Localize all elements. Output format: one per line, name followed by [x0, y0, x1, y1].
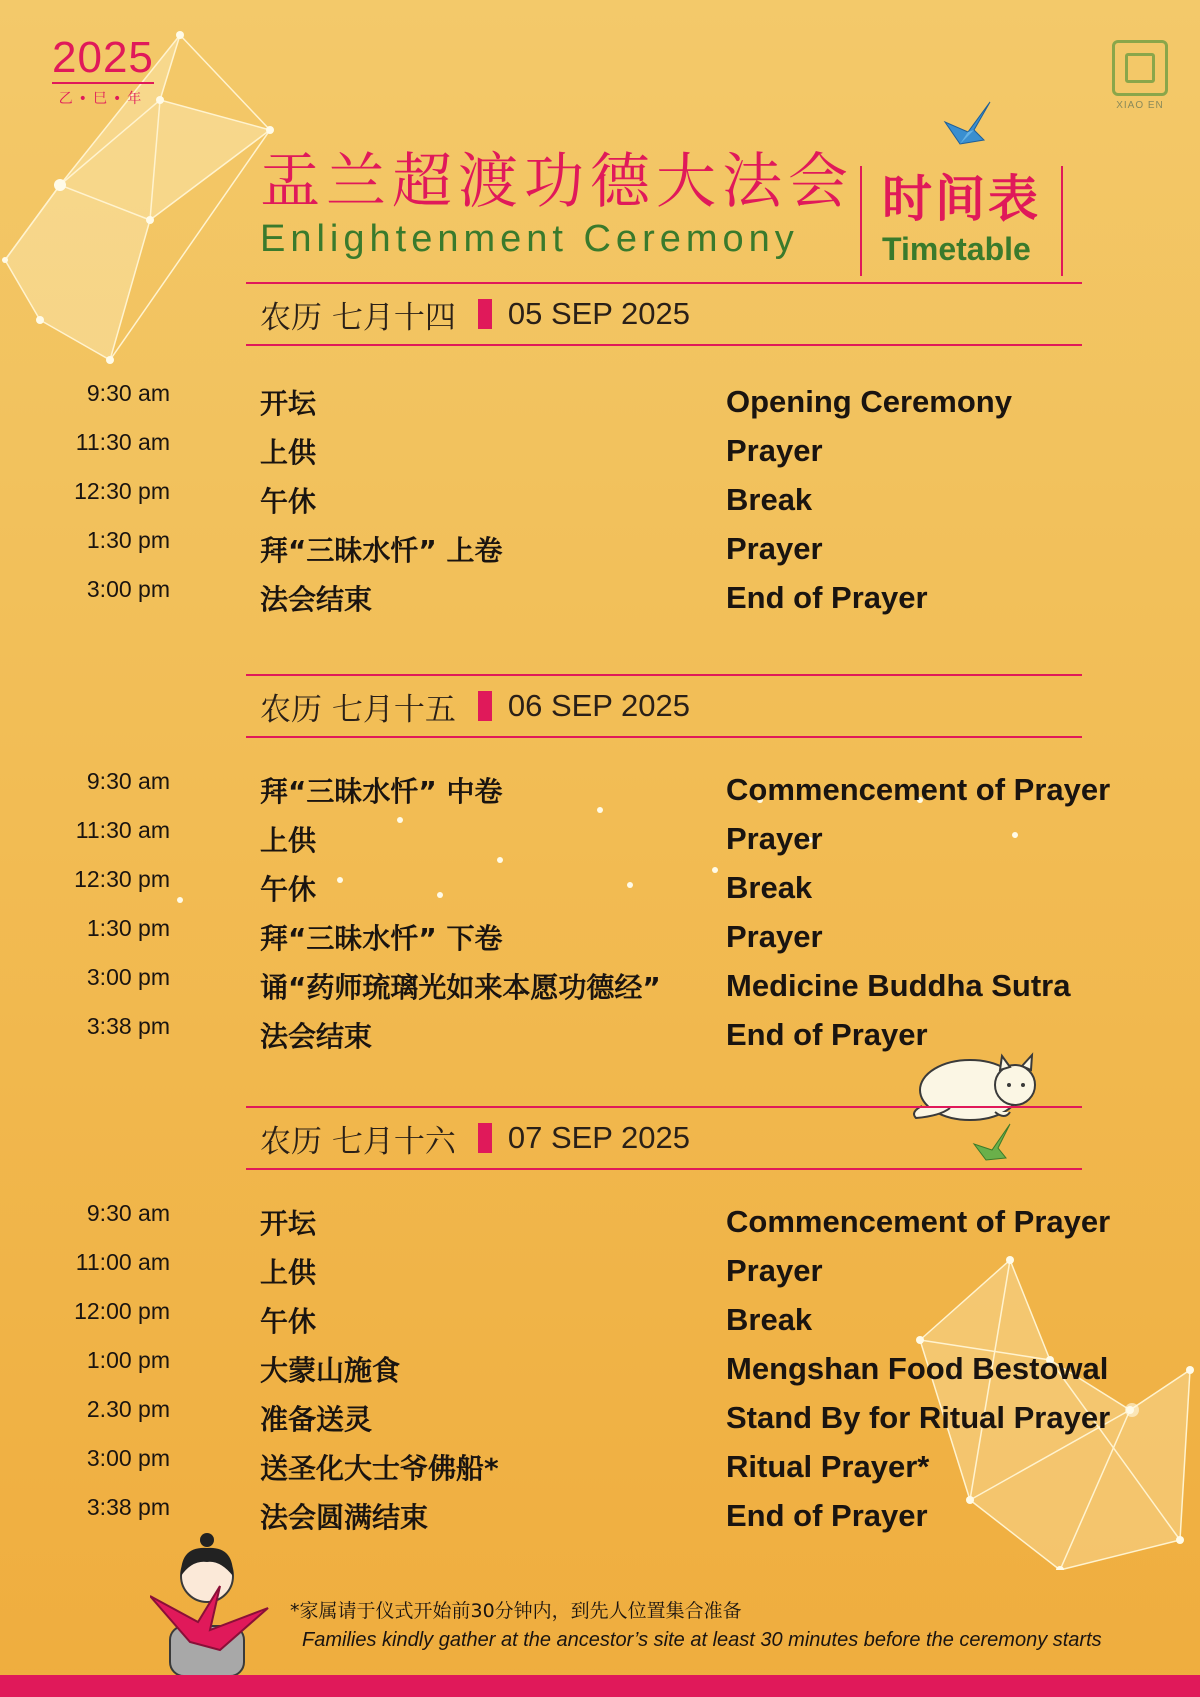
row-time: 3:00 pm: [86, 576, 170, 602]
row-activity-zh: 诵“药师琉璃光如来本愿功德经”: [260, 971, 661, 1004]
year-text: 2025: [52, 33, 154, 82]
lunar-date: 农历 七月十五: [260, 691, 456, 728]
day-header: [246, 1106, 1082, 1170]
bottom-accent-strip: [0, 1675, 1200, 1697]
row-activity-zh: 拜“三昧水忏” 上卷: [260, 534, 503, 567]
row-time: 12:30 pm: [74, 866, 170, 892]
row-time: 3:38 pm: [86, 1013, 170, 1039]
row-activity-zh: 大蒙山施食: [260, 1354, 401, 1387]
day-header: [246, 282, 1082, 346]
timetable-label: [860, 166, 1063, 276]
schedule-row: [0, 915, 1200, 963]
row-activity-en: Prayer: [726, 919, 823, 954]
title-chinese: 盂兰超渡功德大法会: [260, 147, 854, 217]
title-block: [260, 147, 854, 261]
row-activity-zh: 午休: [260, 485, 317, 518]
row-activity-zh: 午休: [260, 1305, 317, 1338]
row-activity-zh: 上供: [260, 1256, 317, 1289]
row-time: 9:30 am: [86, 768, 170, 794]
lunar-date: 农历 七月十六: [260, 1123, 456, 1160]
row-activity-en: Medicine Buddha Sutra: [726, 968, 1071, 1003]
row-time: 3:00 pm: [86, 1445, 170, 1471]
row-time: 11:30 am: [75, 817, 170, 843]
year-badge: [52, 33, 154, 108]
row-activity-zh: 法会结束: [260, 1020, 373, 1053]
date-divider-bar: [478, 299, 492, 329]
date-divider-bar: [478, 1123, 492, 1153]
row-time: 1:00 pm: [86, 1347, 170, 1373]
gregorian-date: 07 SEP 2025: [507, 1120, 690, 1155]
footnote: [290, 1596, 1102, 1652]
schedule-row: [0, 576, 1200, 624]
schedule-row: [0, 1249, 1200, 1297]
row-time: 1:30 pm: [86, 527, 170, 553]
footnote-english: Families kindly gather at the ancestor’s site at least 30 minutes before the ceremony starts: [302, 1629, 1102, 1651]
row-activity-en: End of Prayer: [726, 580, 928, 615]
row-time: 9:30 am: [86, 1200, 170, 1226]
schedule-row: [0, 1445, 1200, 1493]
row-activity-zh: 午休: [260, 873, 317, 906]
row-activity-en: End of Prayer: [726, 1017, 928, 1052]
row-activity-zh: 开坛: [260, 387, 317, 420]
row-activity-zh: 送圣化大士爷佛船*: [260, 1452, 499, 1485]
row-activity-en: Stand By for Ritual Prayer: [726, 1400, 1111, 1435]
row-time: 11:00 am: [75, 1249, 170, 1275]
row-activity-zh: 上供: [260, 436, 317, 469]
date-divider-bar: [478, 691, 492, 721]
row-time: 12:30 pm: [74, 478, 170, 504]
schedule-row: [0, 380, 1200, 428]
row-time: 2.30 pm: [86, 1396, 170, 1422]
row-time: 12:00 pm: [74, 1298, 170, 1324]
row-activity-zh: 开坛: [260, 1207, 317, 1240]
logo-mark-icon: [1112, 40, 1168, 96]
timetable-label-english: Timetable: [882, 231, 1031, 267]
schedule-row: [0, 1347, 1200, 1395]
row-activity-en: End of Prayer: [726, 1498, 928, 1533]
row-activity-zh: 法会圆满结束: [260, 1501, 429, 1534]
row-time: 9:30 am: [86, 380, 170, 406]
row-time: 1:30 pm: [86, 915, 170, 941]
logo-name: XIAO EN: [1116, 100, 1164, 111]
schedule-row: [0, 866, 1200, 914]
row-activity-en: Break: [726, 1302, 813, 1337]
schedule-row: [0, 1200, 1200, 1248]
schedule-row: [0, 478, 1200, 526]
row-activity-en: Commencement of Prayer: [726, 1204, 1111, 1239]
row-activity-zh: 拜“三昧水忏” 中卷: [260, 775, 503, 808]
row-activity-en: Prayer: [726, 821, 823, 856]
row-activity-zh: 法会结束: [260, 583, 373, 616]
row-activity-zh: 准备送灵: [260, 1403, 373, 1436]
schedule-row: [0, 817, 1200, 865]
schedule-row: [0, 429, 1200, 477]
schedule-row: [0, 1298, 1200, 1346]
schedule-row: [0, 964, 1200, 1012]
day-header: [246, 674, 1082, 738]
row-activity-en: Prayer: [726, 531, 823, 566]
schedule-row: [0, 768, 1200, 816]
schedule-row: [0, 527, 1200, 575]
row-activity-en: Prayer: [726, 1253, 823, 1288]
zodiac-text: 乙•巳•年: [58, 91, 148, 107]
footnote-chinese: *家属请于仪式开始前30分钟内，到先人位置集合准备: [290, 1600, 742, 1622]
row-activity-en: Break: [726, 870, 813, 905]
row-activity-zh: 上供: [260, 824, 317, 857]
row-time: 3:38 pm: [86, 1494, 170, 1520]
gregorian-date: 06 SEP 2025: [507, 688, 690, 723]
row-activity-en: Ritual Prayer*: [726, 1449, 930, 1484]
lunar-date: 农历 七月十四: [260, 299, 456, 336]
girl-with-crane-illustration: [150, 1526, 270, 1676]
schedule-row: [0, 1396, 1200, 1444]
blue-paper-crane-icon: [940, 100, 1000, 150]
row-activity-en: Commencement of Prayer: [726, 772, 1111, 807]
timetable-label-chinese: 时间表: [882, 170, 1041, 228]
row-time: 11:30 am: [75, 429, 170, 455]
title-english: Enlightenment Ceremony: [260, 218, 799, 260]
row-activity-zh: 拜“三昧水忏” 下卷: [260, 922, 503, 955]
row-activity-en: Break: [726, 482, 813, 517]
row-activity-en: Prayer: [726, 433, 823, 468]
schedule-row: [0, 1013, 1200, 1061]
schedule-row: [0, 1494, 1200, 1542]
row-time: 3:00 pm: [86, 964, 170, 990]
xiao-en-logo: [1112, 40, 1168, 111]
gregorian-date: 05 SEP 2025: [507, 296, 690, 331]
row-activity-en: Opening Ceremony: [726, 384, 1012, 419]
row-activity-en: Mengshan Food Bestowal: [726, 1351, 1109, 1386]
